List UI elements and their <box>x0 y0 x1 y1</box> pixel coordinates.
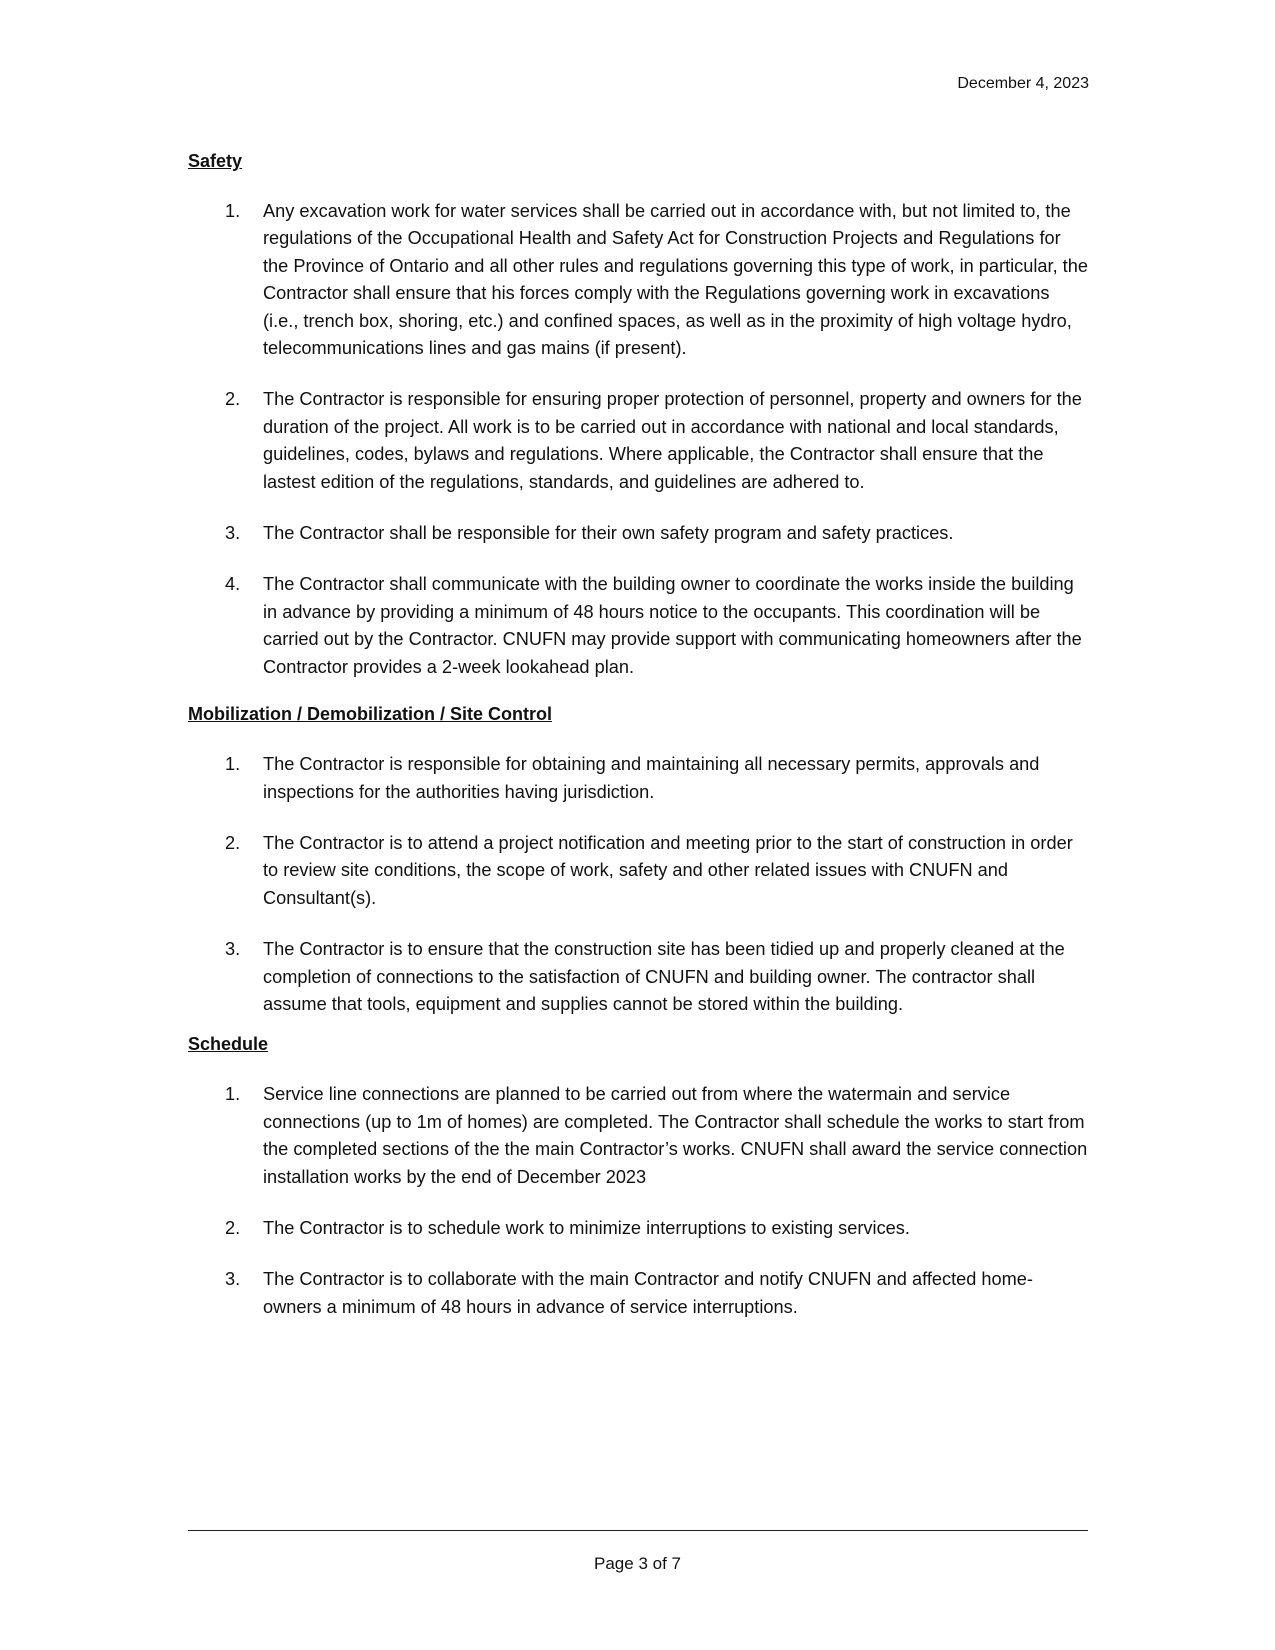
list-item <box>188 751 1088 806</box>
document-body <box>188 148 1088 1321</box>
list-number: 4. <box>225 574 241 595</box>
list-item <box>188 1081 1088 1191</box>
list-item <box>188 520 1088 547</box>
list-item-text: The Contractor is to ensure that the construction site has been tidied up and properly cleaned at the completion of connections to the satisfaction of CNUFN and building owner. The contractor shall assume that tools, equipment and supplies cannot be stored within the building. <box>263 939 1065 1014</box>
safety-list <box>188 198 1088 681</box>
list-number: 2. <box>225 389 241 410</box>
section-heading-mobilization: Mobilization / Demobilization / Site Control <box>188 704 552 725</box>
page-number: Page 3 of 7 <box>594 1554 681 1573</box>
list-item <box>188 198 1088 362</box>
list-number: 2. <box>225 1217 241 1238</box>
list-item <box>188 936 1088 1018</box>
list-number: 3. <box>225 939 241 960</box>
list-number: 3. <box>225 1269 241 1290</box>
document-date: December 4, 2023 <box>957 75 1089 92</box>
list-number: 2. <box>225 832 241 853</box>
list-item-text: The Contractor is to collaborate with the main Contractor and notify CNUFN and affected home-owners a minimum of 48 hours in advance of service interruptions. <box>263 1269 1033 1317</box>
schedule-list <box>188 1081 1088 1321</box>
list-item <box>188 571 1088 681</box>
list-item <box>188 1266 1088 1321</box>
list-item-text: The Contractor is to attend a project notification and meeting prior to the start of construction in order to review site conditions, the scope of work, safety and other related issues with CNUFN and Consultant(s). <box>263 832 1073 908</box>
list-number: 1. <box>225 201 241 221</box>
mobilization-list <box>188 751 1088 1018</box>
list-item-text: The Contractor shall communicate with the building owner to coordinate the works inside the building in advance by providing a minimum of 48 hours notice to the occupants. This coordination will be carried out by the Contractor. CNUFN may provide support with communicating homeowners after the Contractor provides a 2-week lookahead plan. <box>263 574 1082 677</box>
footer-divider <box>188 1530 1088 1531</box>
list-item-text: The Contractor is responsible for ensuring proper protection of personnel, property and owners for the duration of the project. All work is to be carried out in accordance with national and local standards, guidelines, codes, bylaws and regulations. Where applicable, the Contractor shall ensure that the lastest edition of the regulations, standards, and guidelines are adhered to. <box>263 389 1082 492</box>
section-heading-safety: Safety <box>188 151 243 171</box>
list-item <box>188 830 1088 912</box>
list-number: 1. <box>225 1084 241 1105</box>
list-number: 3. <box>225 523 241 544</box>
list-number: 1. <box>225 754 241 775</box>
list-item <box>188 386 1088 496</box>
list-item-text: The Contractor is responsible for obtaining and maintaining all necessary permits, approvals and inspections for the authorities having jurisdiction. <box>263 754 1040 802</box>
list-item-text: The Contractor is to schedule work to minimize interruptions to existing services. <box>263 1217 910 1238</box>
list-item-text: Any excavation work for water services shall be carried out in accordance with, but not limited to, the regulations of the Occupational Health and Safety Act for Construction Projects and Regulations for the Province of Ontario and all other rules and regulations governing this type of work, in particular, the Contractor shall ensure that his forces comply with the Regulations governing work in excavations (i.e., trench box, shoring, etc.) and confined spaces, as well as in the proximity of high voltage hydro, telecommunications lines and gas mains (if present). <box>263 201 1088 359</box>
section-heading-schedule: Schedule <box>188 1034 269 1055</box>
list-item <box>188 1215 1088 1242</box>
list-item-text: Service line connections are planned to be carried out from where the watermain and service connections (up to 1m of homes) are completed. The Contractor shall schedule the works to start from the completed sections of the the main Contractor’s works. CNUFN shall award the service connection installation works by the end of December 2023 <box>263 1084 1088 1187</box>
list-item-text: The Contractor shall be responsible for their own safety program and safety practices. <box>263 523 954 544</box>
